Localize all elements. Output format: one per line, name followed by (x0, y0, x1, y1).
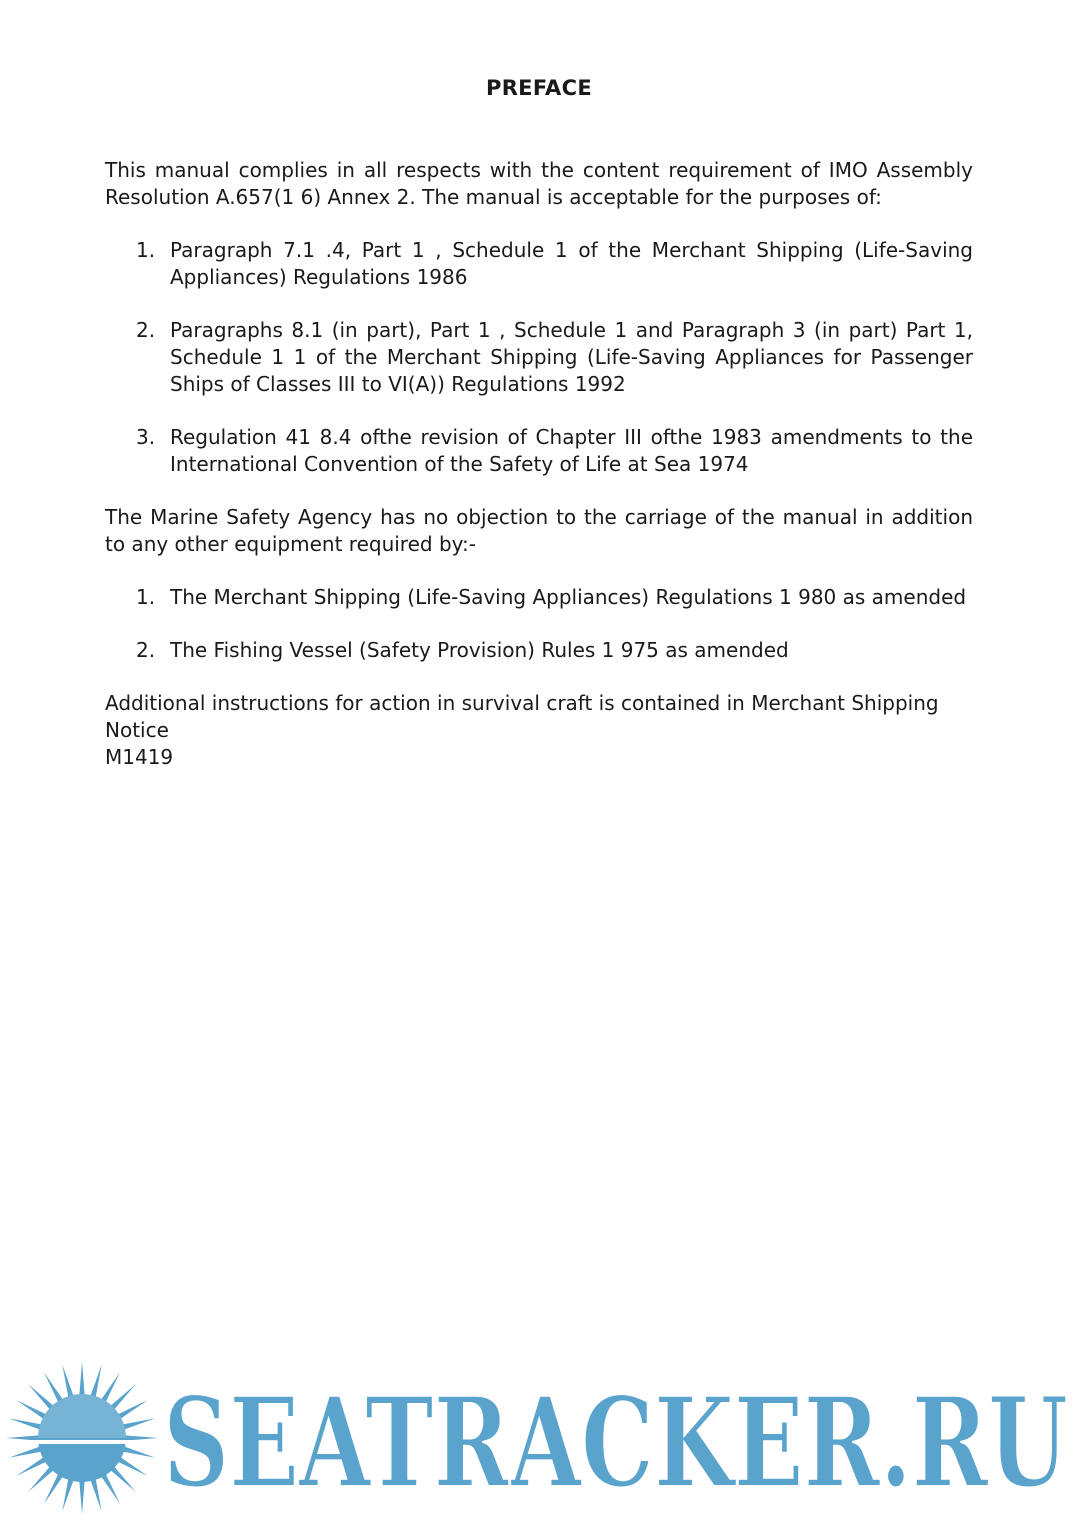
sun-ray (79, 1362, 85, 1398)
list-text: The Merchant Shipping (Life-Saving Appliances) Regulations 1 980 as amended (170, 585, 967, 609)
page-title: PREFACE (486, 76, 592, 100)
list-text: Regulation 41 8.4 ofthe revision of Chapter III ofthe 1983 amendments to the International Convention of the Safety of Life at Sea 1974 (170, 425, 973, 476)
purpose-item-1 (105, 237, 973, 291)
list-text: The Fishing Vessel (Safety Provision) Rules 1 975 as amended (170, 638, 789, 662)
sun-ray (120, 1446, 156, 1458)
purpose-item-3 (105, 424, 973, 478)
sun-ray (62, 1476, 74, 1512)
sun-ray (79, 1478, 85, 1514)
watermark-text: SEATRACKER.RU (163, 1371, 1068, 1516)
list-number: 3. (136, 425, 156, 449)
sun-ray (9, 1446, 45, 1458)
purposes-list (105, 237, 973, 478)
list-number: 1. (136, 585, 156, 609)
sun-ray (62, 1365, 74, 1401)
requirement-item-2 (105, 637, 973, 664)
agency-paragraph: The Marine Safety Agency has no objection to the carriage of the manual in addition to any other equipment required by:- (105, 505, 973, 556)
requirement-item-1 (105, 584, 973, 611)
sun-ray (90, 1365, 102, 1401)
watermark (0, 1360, 1078, 1524)
sun-ray (120, 1418, 156, 1430)
final-line-2: Notice (105, 718, 169, 742)
list-number: 2. (136, 638, 156, 662)
final-line-1: Additional instructions for action in survival craft is contained in Merchant Shipping (105, 691, 939, 715)
final-paragraph (105, 690, 973, 771)
requirements-list (105, 584, 973, 664)
watermark-logo (163, 1368, 1073, 1518)
final-line-3: M1419 (105, 745, 174, 769)
purpose-item-2 (105, 317, 973, 398)
intro-paragraph: This manual complies in all respects with the content requirement of IMO Assembly Resolution A.657(1 6) Annex 2. The manual is acceptable for the purposes of: (105, 158, 973, 209)
list-text: Paragraphs 8.1 (in part), Part 1 , Schedule 1 and Paragraph 3 (in part) Part 1, Schedule 1 1 of the Merchant Shipping (Life-Saving Appliances for Passenger Ships of Classes III to VI(A)) Regulations 1992 (170, 318, 973, 396)
list-number: 2. (136, 318, 156, 342)
document-body (105, 157, 973, 771)
sun-ray (9, 1418, 45, 1430)
sun-logo-icon (4, 1360, 160, 1516)
list-number: 1. (136, 238, 156, 262)
list-text: Paragraph 7.1 .4, Part 1 , Schedule 1 of the Merchant Shipping (Life-Saving Appliances) Regulations 1986 (170, 238, 973, 289)
sun-ray (90, 1476, 102, 1512)
